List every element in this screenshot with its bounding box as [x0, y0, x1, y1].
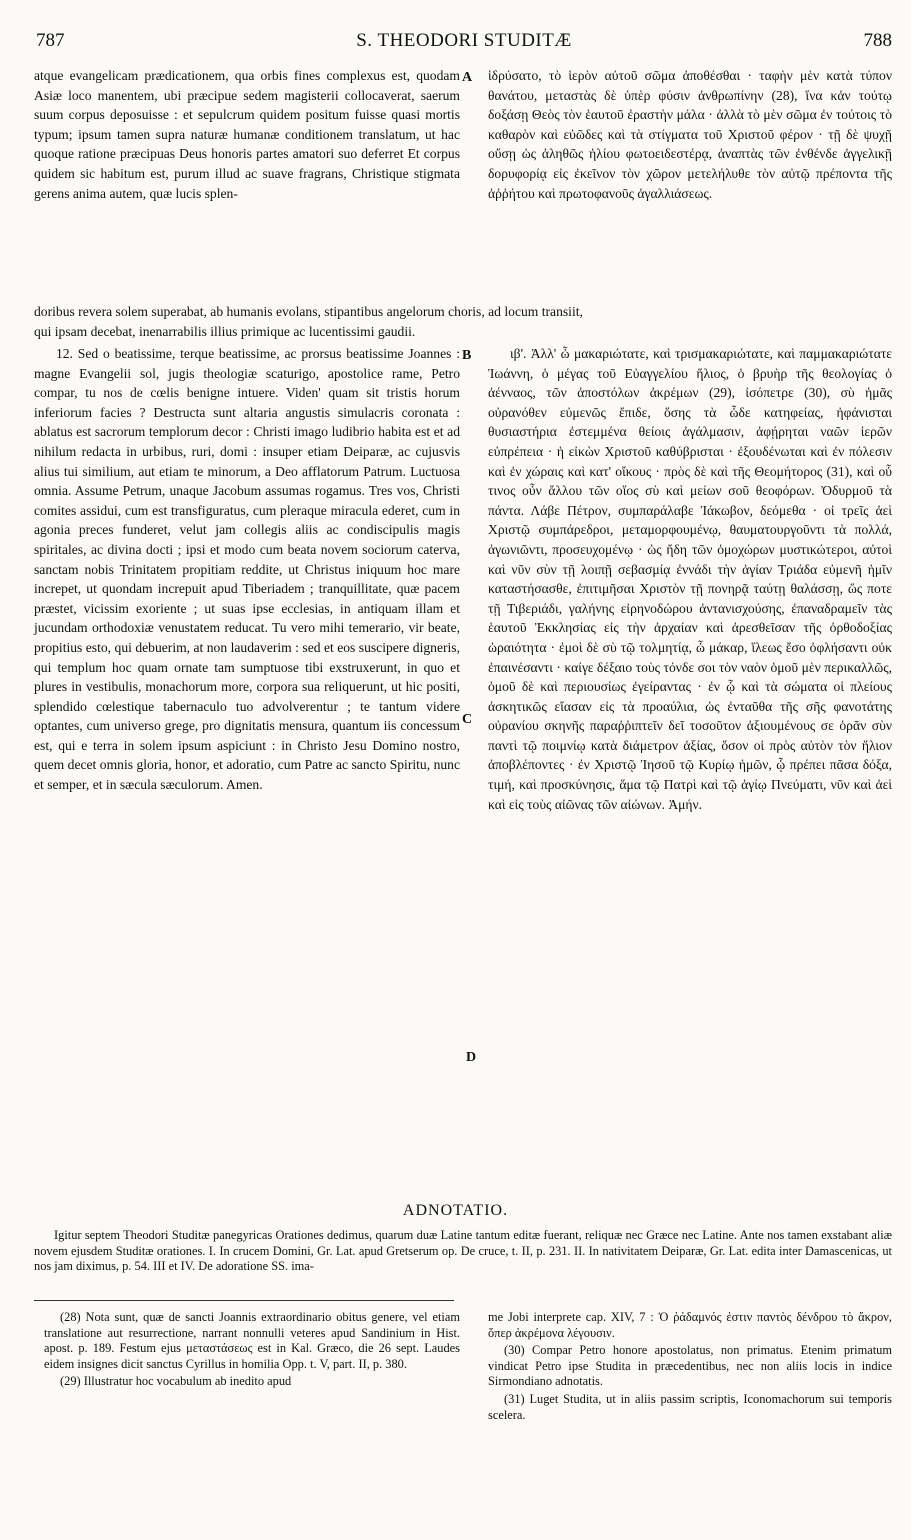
margin-letter-a: A — [462, 70, 473, 85]
greek-paragraph-2: ιβ'. Ἀλλ' ὦ μακαριώτατε, καὶ τρισμακαριώτατε, καὶ παμμακαριώτατε Ἰωάννη, ὁ μέγας τοῦ Εὐαγγελίου ἥλιος, ὁ βρυὴρ τῆς θεολογίας ὁ ἀένναος, τῶν ἀποστόλων ἀκρέμων (29), ἰσόπετρε (30), σὺ ἡμᾶς οὐρανόθεν εὐμενῶς ἔπιδε, ὅσης τὰ ὧδε κατηφείας, ἠφάνισται θυσιαστήρια ἐστεμμένα θείοις ἀγάλμασιν, ἀφῄρηται ναῶν ἱερῶν εὐπρέπεια · ἡ εἰκὼν Χριστοῦ καθύβρισται · ἐξουδένωται καὶ ἐν πόλεσιν καὶ ἐν χώραις καὶ κατ' οἴκους · πρὸς δὲ καὶ τῆς Θεομήτορος (31), καὶ οὗ τινος οὖν ἄλλου τῶν οἵος σὺ καὶ μείων σοῦ θεοφόρων. Ὀδυρμοῦ τὰ πάντα. Λάβε Πέτρον, συμπαράλαβε Ἰάκωβον, δεόμεθα · οἱ τρεῖς ἀεὶ Χριστῷ συμπάρεδροι, μεταμορφουμένῳ, θαυματουργοῦντι τὰ πολλά, ἀγωνιῶντι, προσευχομένῳ · ὡς ἤδη τῶν ὁμοχώρων μυστικώτεροι, αὐτοὶ καὶ νῦν σὺν τῇ λοιπῇ σεβασμίᾳ ἐννάδι τὴν ἁγίαν Τριάδα εὐμενῆ ἡμῖν καταστήσασθε, ἐπιτιμῆσαι Χριστὸν τῇ πονηρᾷ ταύτῃ θαλάσσῃ, ὥς ποτε τῇ Τιβεριάδι, γαλήνης εἰρηνοδώρου ἀντανισχούσης, ἐπαναδραμεῖν τὰς ἑαυτοῦ Ἐκκλησίας εἰς τὴν ἀρχαίαν καὶ ἀρεσθεῖσαν τῆς ὀρθοδοξίας ὡραιότητα · ἐμοὶ δὲ σὺ τῷ τολμητίᾳ, ὦ μάκαρ, ἵλεως ἔσο ὀφλήσαντι οὐκ ἐπαινέσαντι · καίγε δέξαιο τοὺς τόνδε σοι τὸν ναὸν ὁμοῦ μὲν περικαλλῶς, ὁμοῦ δὲ καὶ περιουσίως ἐγείραντας · ἐν ᾧ καὶ τὰ σώματα οἱ πλείους ἀσκητικῶς εἴασαν εἰς τὰ προαύλια, ὡς ἐνταῦθα τῆς σῆς φανοτάτης οὐρανίου σκηνῆς παραῤῥιπτεῖν δεῖ τοσοῦτον ἀξιουμένους σε ὁρᾶν σὺν παντὶ τῷ ποιμνίῳ κατὰ διάμετρον ἀξίας, ὅσον οἱ πρὸς αὐτὸν τὸν ἥλιον ἀποβλέποντες · ἐν Χριστῷ Ἰησοῦ τῷ Κυρίῳ ἡμῶν, ᾧ πρέπει πᾶσα δόξα, τιμή, καὶ προσκύνησις, ἅμα τῷ Πατρὶ καὶ τῷ ἁγίῳ Πνεύματι, νῦν καὶ ἀεὶ καὶ εἰς τοὺς αἰῶνας τῶν αἰώνων. Ἀμήν. — [488, 346, 892, 812]
spanning-line-2: qui ipsam decebat, inenarrabilis illius primique ac lucentissimi gaudii. — [34, 324, 416, 339]
page-header — [36, 30, 892, 56]
greek-column-bottom — [488, 344, 892, 814]
adnotatio-text: Igitur septem Theodori Studitæ panegyricas Orationes dedimus, quarum duæ Latine tantum editæ fuerant, reliquæ nec Græce nec Latine. Ante nos tamen exstabant aliæ novem ejusdem Studitæ orationes. I. In crucem Domini, Gr. Lat. apud Gretserum op. De cruce, t. II, p. 231. II. In nativitatem Deiparæ, Gr. Lat. edita inter Damascenicas, ut nos jam diximus, p. 54. III et IV. De adoratione SS. ima- — [34, 1228, 892, 1274]
spanning-line-1: doribus revera solem superabat, ab humanis evolans, stipantibus angelorum choris, ad locum transiit, — [34, 304, 583, 319]
footnote-29: (29) Illustratur hoc vocabulum ab inedito apud — [60, 1374, 292, 1389]
margin-letter-b: B — [462, 348, 472, 363]
footnotes-left — [44, 1310, 460, 1392]
footnote-28: (28) Nota sunt, quæ de sancti Joannis extraordinario obitus genere, vel etiam translatione aut resurrectione, narrant nonnulli veteres apud Sandinium in Hist. apost. p. 189. Festum ejus μεταστάσεως est in Kal. Græco, die 26 sept. Laudes eidem insignes dicit sanctus Cyrillus in homilia Opp. t. V, part. II, p. 380. — [44, 1310, 460, 1371]
page-number-right: 788 — [863, 30, 892, 51]
latin-column-bottom — [34, 344, 460, 795]
greek-column-top — [488, 66, 892, 203]
page-number-left: 787 — [36, 30, 65, 51]
footnote-rule — [34, 1300, 454, 1301]
footnote-31: (31) Luget Studita, ut in aliis passim scriptis, Iconomachorum sui temporis scelera. — [488, 1391, 892, 1422]
running-title: S. THEODORI STUDITÆ — [356, 30, 572, 51]
latin-paragraph-1: atque evangelicam prædicationem, qua orbis fines complexus est, quodam Asiæ loco manentem, ubi præcipue sedem magisterii collocaverat, saerum suum corpus deposuisse : et sepulcrum quidem positum fuisse quasi mortis typum; ipsum tamen supra naturæ humanæ conditionem translatum, ut hac quoque ratione præcipuas Deus honoris partes amatori suo deferret Et corpus quidem sic habitum est, purum illud ac suave fragrans, Christique stigmata gerens anima autem, quæ lucis splen- — [34, 68, 460, 201]
margin-letter-d: D — [466, 1050, 477, 1065]
adnotatio-title: ADNOTATIO. — [402, 1202, 509, 1219]
greek-paragraph-1: ἱδρύσατο, τὸ ἱερὸν αὐτοῦ σῶμα ἀποθέσθαι · ταφὴν μὲν κατὰ τύπον θανάτου, μεταστὰς δὲ ὑπὲρ φύσιν ἀνθρωπίνην (28), ἵνα κἀν τούτῳ δοξάσῃ Θεὸς τὸν ἑαυτοῦ ἐραστὴν μάλα · ἀλλὰ τὸ μὲν σῶμα ἐν τούτοις τὸ καθαρὸν καὶ εὐῶδες καὶ τὰ στίγματα τοῦ Χριστοῦ φέρον · τῇ δὲ ψυχῇ οὔσῃ ὡς ἀληθῶς ἡλίου φωτοειδεστέρᾳ, ἀναπτὰς τῶν ἐνθένδε ἀγγελικῇ δορυφορίᾳ εἰς ἐκεῖνον τὸν χῶρον μετελήλυθε τὸν αὐτῷ πρέποντα τῆς ἀῤῥήτου καὶ πρωτοφανοῦς ἀγαλλιάσεως. — [488, 68, 892, 201]
latin-paragraph-2: 12. Sed o beatissime, terque beatissime, ac prorsus beatissime Joannes : magne Evangelii sol, jugis theologiæ scaturigo, apostolice rame, Petro compar, tu nos de cœlis benigne intuere. Viden' quam sit tristis horum inferiorum facies ? Destructa sunt altaria angustis simulacris coronata : ablatus est sacrorum templorum decor : Christi imago ludibrio habita est et ad nihilum redacta in urbibus, ruri, domi : insuper etiam Deiparæ, ac cujusvis alius tui similium, aut etiam te minorum, a Deo afflatorum Patrum. Luctuosa omnia. Assume Petrum, unaque Jacobum assumas rogamus. Tres vos, Christi comites assidui, cum est transfiguratus, cum pleraque miracula ederet, cum in agonia preces funderet, velut jam collegis aliis ac condiscipulis magis spiritales, ac divina docti ; ipsi et modo cum beata novem sociorum caterva, sanctam nobis Trinitatem propitiam reddite, ut Christus iniquum hoc mare increpet, ut quondam increpuit apud Tiberiadem ; tranquillitate, quæ pacem præstet, vicissim exoriente ; ut suas ipse ecclesias, in antiquam illam et jucundam orthodoxiæ venustatem reducat. Tu vero mihi temerario, vir beate, propitius esto, qui debuerim, at non laudaverim : sed et eos suscipere digneris, qui templum hoc quam ornate tam sumptuose tibi exstruxerunt, in quo et plures in vestibulis, monachorum more, corpora sua reliquerunt, ut hic positi, splendido cœlestique tabernaculo tuo advolverentur ; te tantum videre optantes, cum universo grege, pro dignitatis mensura, quantum iis concessum est, qui e terra in solem ipsum aspiciunt : in Christo Jesu Domino nostro, quem decet omnis gloria, honor, et adoratio, cum Patre ac sancto Spiritu, nunc et semper, et in sæcula sæculorum. Amen. — [34, 346, 460, 793]
footnote-29-continued: me Jobi interprete cap. XIV, 7 : Ὁ ῥάδαμνός ἐστιν παντὸς δένδρου τὸ ἄκρον, ὅπερ ἀκρέμονα λέγουσιν. — [488, 1310, 892, 1340]
latin-column-top — [34, 66, 460, 203]
margin-letter-c: C — [462, 712, 473, 727]
footnote-30: (30) Compar Petro honore apostolatus, non primatus. Etenim primatum vindicat Petro ipse Studita in præcedentibus, nec non aliis locis in indice Sirmondiano adnotatis. — [488, 1343, 892, 1389]
footnotes-right — [488, 1310, 892, 1425]
